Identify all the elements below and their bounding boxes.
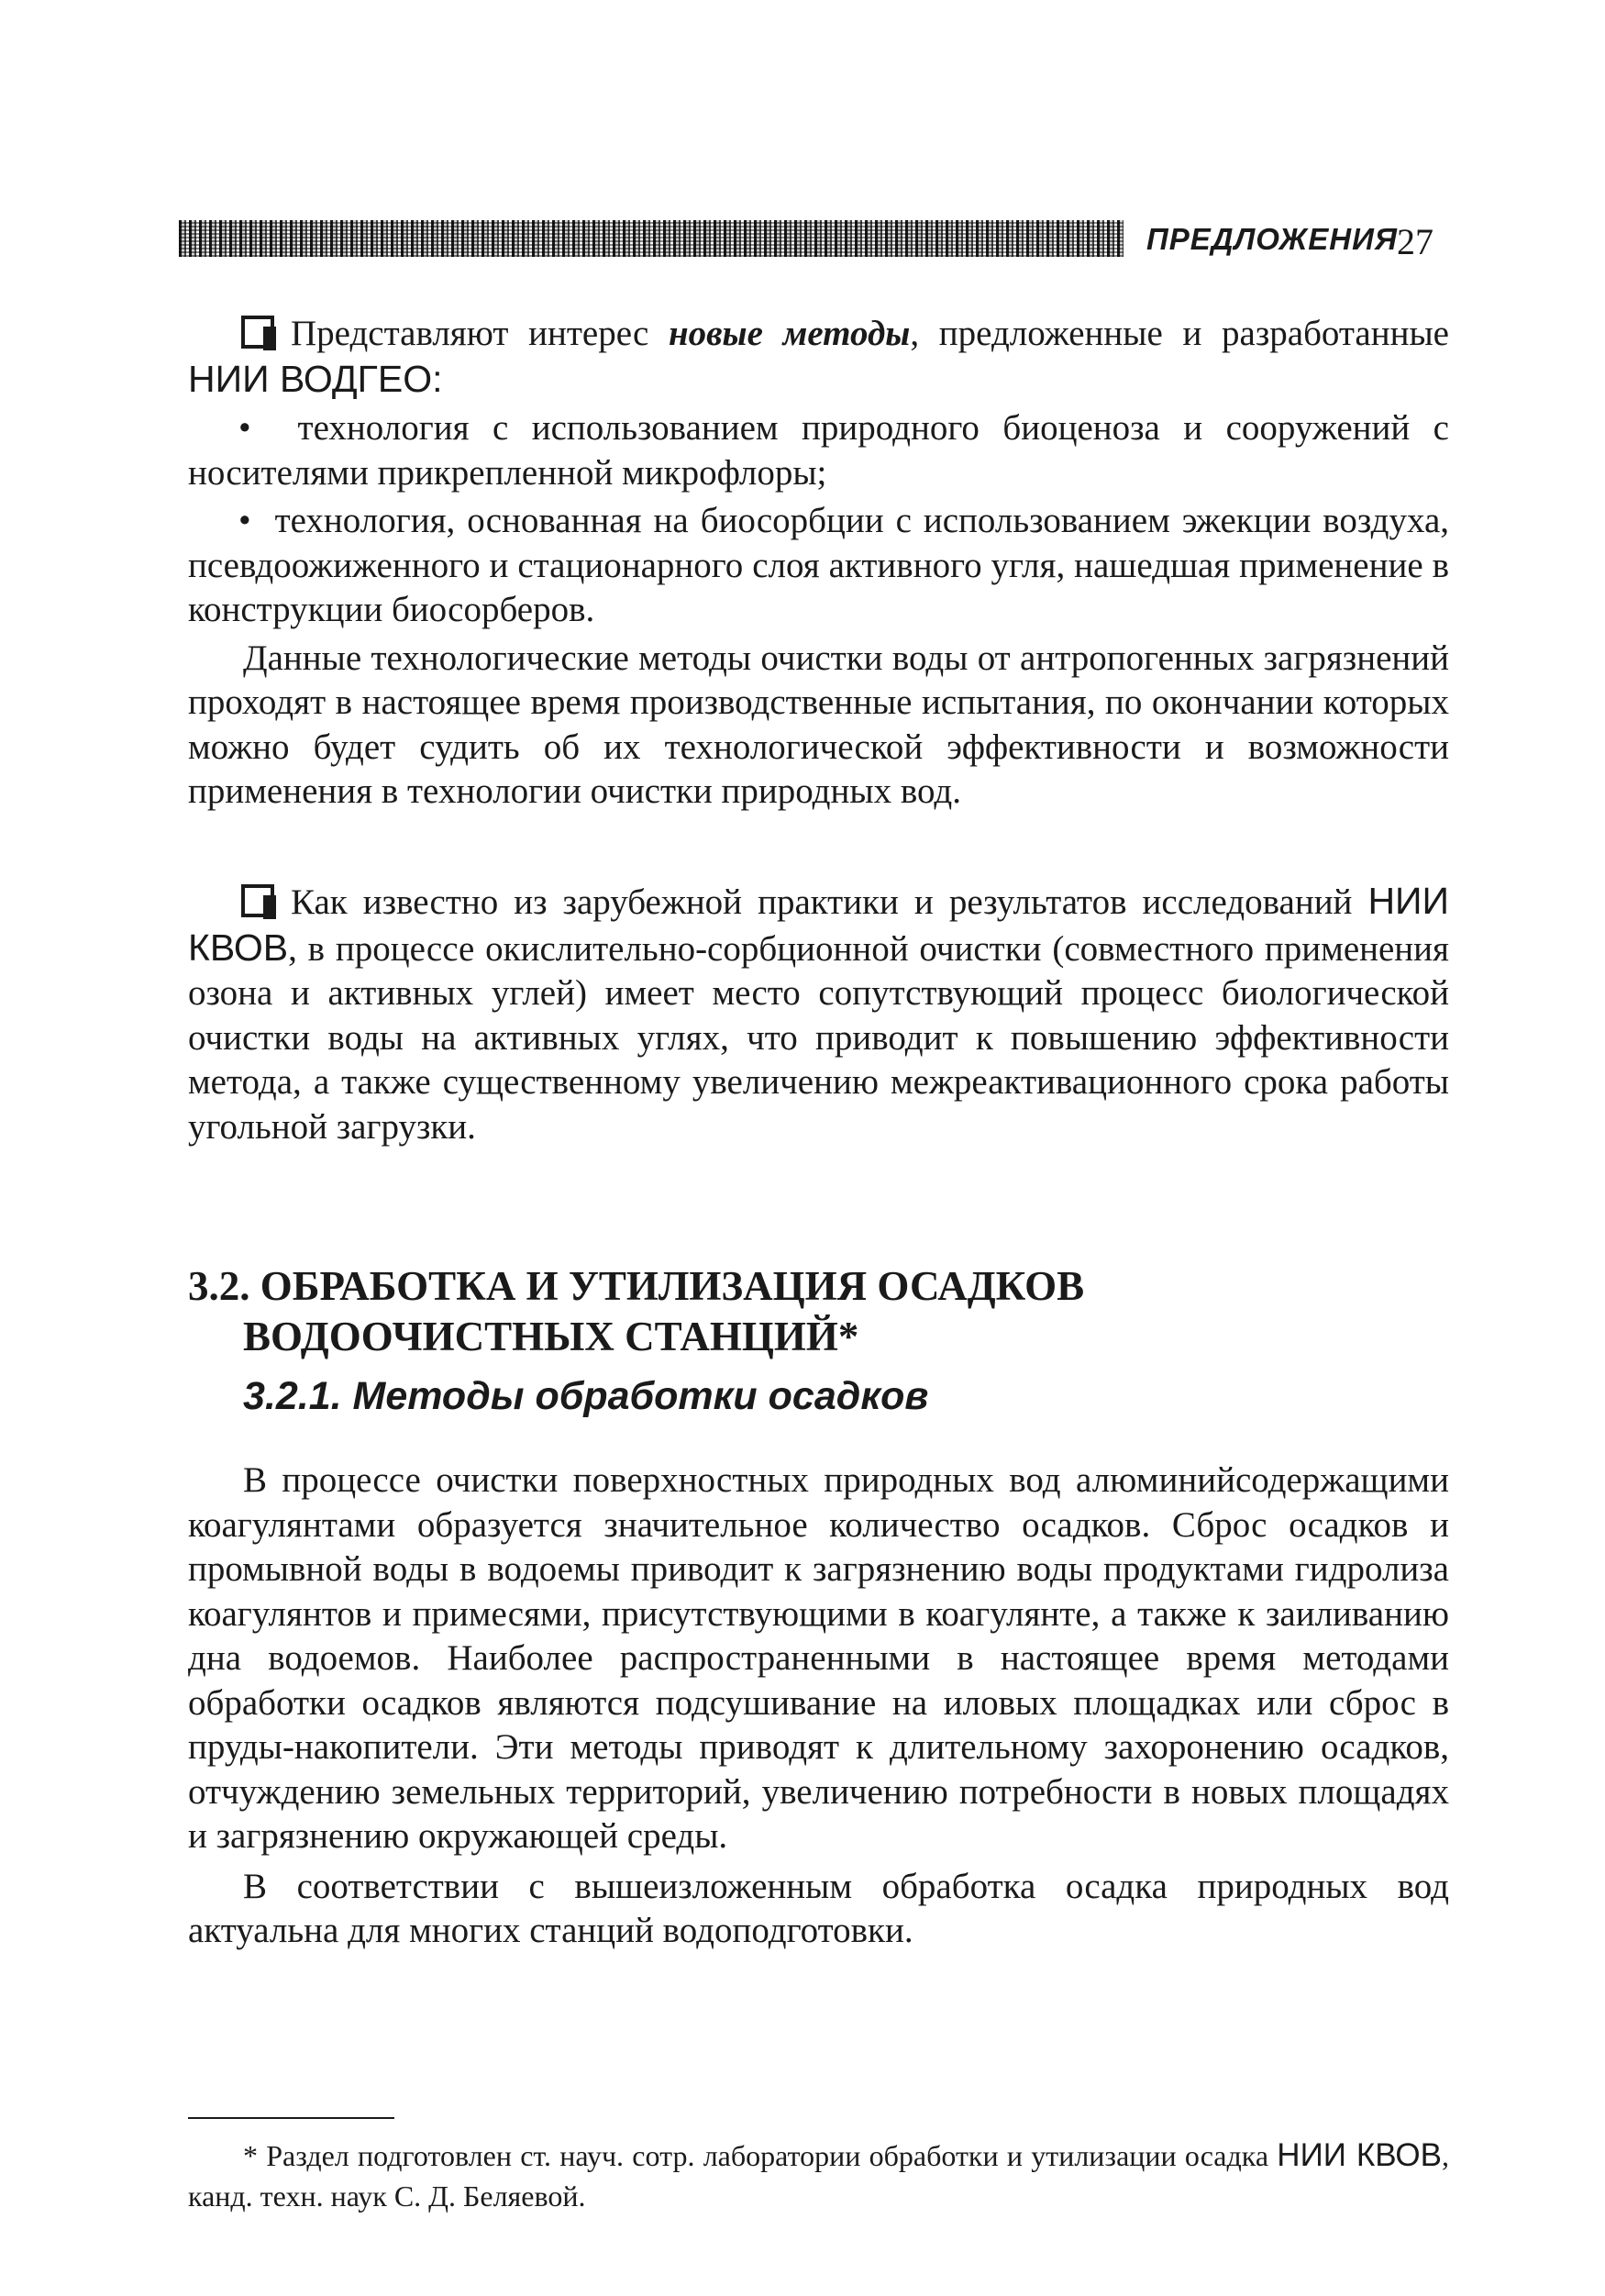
running-title: ПРЕДЛОЖЕНИЯ <box>1146 222 1398 256</box>
footnote-rule <box>188 2117 394 2119</box>
decorative-header-bar <box>179 220 1124 257</box>
paragraph: В соответствии с вышеизложенным обработка осадка природных вод актуальна для многих станций водоподготовки. <box>188 1866 1449 1950</box>
running-header <box>179 213 1454 268</box>
org-name: НИИ КВОВ <box>188 880 1449 969</box>
emphasis-new-methods: новые методы <box>668 314 911 353</box>
intro-paragraph: Представляют интерес новые методы, предложенные и разработанные НИИ ВОДГЕО: <box>188 314 1449 400</box>
bullet-item: • технология с использованием природного биоценоза и сооружений с носителями прикрепленной микрофлоры; <box>188 408 1449 493</box>
section-heading-line: 3.2. ОБРАБОТКА И УТИЛИЗАЦИЯ ОСАДКОВ <box>188 1263 1085 1309</box>
page-number: 27 <box>1397 221 1433 262</box>
block-new-methods <box>188 312 1449 815</box>
org-name: НИИ ВОДГЕО: <box>188 357 443 400</box>
footnote: * Раздел подготовлен ст. науч. сотр. лаборатории обработки и утилизации осадка НИИ КВОВ, канд. техн. наук С. Д. Беляевой. <box>188 2137 1450 2213</box>
paragraph: Как известно из зарубежной практики и результатов исследований НИИ КВОВ, в процессе окислительно-сорбционной очистки (совместного применения озона и активных углей) имеет место сопутствующий процесс биологической очистки воды на активных углях, что приводит к повышению эффективности метода, а также существенному увеличению межреактивационного срока работы угольной загрузки. <box>188 880 1449 1147</box>
paragraph: Данные технологические методы очистки воды от антропогенных загрязнений проходят в настоящее время производственные испытания, по окончании которых можно будет судить об их технологической эффективности и возможности применения в технологии очистки природных вод. <box>188 638 1449 811</box>
org-name: НИИ КВОВ <box>1277 2137 1443 2173</box>
block-kvov-research <box>188 879 1449 1149</box>
box-icon <box>241 884 274 917</box>
section-heading <box>188 1261 1084 1362</box>
box-icon <box>241 316 274 349</box>
section-heading-line: ВОДООЧИСТНЫХ СТАНЦИЙ* <box>243 1314 859 1359</box>
bullet-item: • технология, основанная на биосорбции с использованием эжекции воздуха, псевдоожиженного и стационарного слоя активного угля, нашедшая применение в конструкции биосорберов. <box>188 501 1450 629</box>
body-text <box>188 1459 1449 1954</box>
paragraph: В процессе очистки поверхностных природных вод алюминийсодержащими коагулянтами образуется значительное количество осадков. Сброс осадков и промывной воды в водоемы приводит к загрязнению воды продуктами гидролиза коагулянтов и примесями, присутствующими в коагулянте, а также к заиливанию дна водоемов. Наиболее распространенными в настоящее время методами обработки осадков являются подсушивание на иловых площадках или сброс в пруды-накопители. Эти методы приводят к длительному захоронению осадков, отчуждению земельных территорий, увеличению потребности в новых площадях и загрязнению окружающей среды. <box>188 1460 1449 1856</box>
subsection-heading: 3.2.1. Методы обработки осадков <box>243 1374 929 1418</box>
